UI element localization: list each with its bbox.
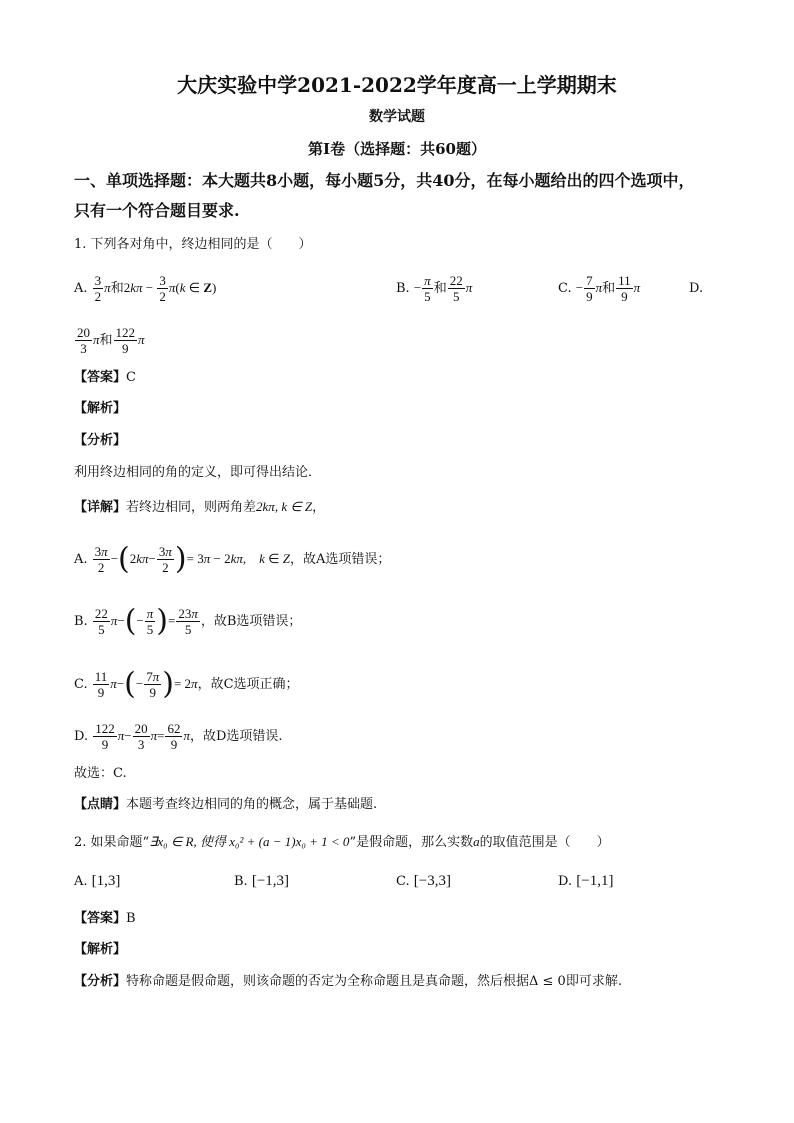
document-subtitle: 数学试题: [369, 109, 425, 125]
step-c-label: C.: [74, 677, 88, 692]
fraction: $\frac{7\pi}{9}$: [146, 669, 160, 700]
fraction: $\frac{11}{9}$: [94, 669, 108, 700]
option-label: A.: [74, 874, 88, 889]
and-text: 和: [433, 281, 447, 296]
fraction: $\frac{23\pi}{5}$: [178, 606, 198, 637]
q2-stem-pre: 2. 如果命题“: [74, 835, 150, 850]
option-value: [−1,1]: [576, 873, 614, 889]
option-d-label: D.: [689, 281, 704, 296]
step-a-label: A.: [74, 552, 88, 567]
fraction: $\frac{3\pi}{2}$: [158, 544, 172, 575]
option-label: B.: [234, 874, 248, 889]
fraction: $\frac{22}{5}$: [449, 273, 463, 304]
analysis-text: 特称命题是假命题，则该命题的否定为全称命题且是真命题，然后根据Δ ≤ 0即可求解.: [126, 974, 622, 989]
fraction: $\frac{11}{9}$: [618, 273, 631, 304]
q2-answer: [74, 910, 136, 928]
option-value: [−1,3]: [251, 873, 290, 889]
q2-option-b: [234, 872, 289, 891]
option-c-label: C.: [558, 281, 572, 296]
step-b-label: B.: [74, 614, 88, 629]
q1-detail: 【详解】若终边相同，则两角差2kπ, k ∈ Z，: [74, 499, 326, 515]
comment-text: 本题考查终边相同的角的概念，属于基础题.: [126, 797, 378, 812]
q1-analysis-text: 利用终边相同的角的定义，即可得出结论．: [74, 465, 322, 480]
q2-stem-end: 的取值范围是（ ）: [479, 835, 610, 850]
q2-stem-post: ”是假命题，那么实数: [349, 835, 474, 850]
comment-tag: 【点睛】: [74, 797, 127, 812]
q1-analysis2-tag: 【分析】: [74, 433, 127, 448]
option-value: [1,3]: [91, 873, 121, 889]
option-a-label: A.: [74, 281, 88, 296]
option-b-label: B.: [396, 281, 410, 296]
q2-stem-expr: ∃x₀ ∈ R, 使得 x₀² + (a − 1)x₀ + 1 < 0: [149, 834, 350, 849]
step-b-tail: ，故B选项错误；: [200, 614, 302, 629]
fraction: $\frac{\pi}{5}$: [424, 273, 431, 304]
question-1-stem: 1. 下列各对角中，终边相同的是（ ）: [74, 237, 312, 252]
detail-text: 若终边相同，则两角差: [126, 500, 257, 515]
fraction: $\frac{62}{9}$: [167, 721, 181, 752]
option-label: D.: [558, 874, 573, 889]
q1-option-d: $\frac{20}{3}$ π和 $\frac{122}{9}$ π: [77, 325, 145, 356]
q1-option-a: A. $\frac{3}{2}$ π和2kπ − $\frac{3}{2}$ π(k ∈ Z): [74, 273, 217, 304]
fraction: $\frac{22}{5}$: [94, 606, 108, 637]
fraction: $\frac{20}{3}$: [77, 325, 90, 356]
answer-tag: 【答案】: [74, 370, 127, 385]
q2-option-d: [558, 872, 613, 891]
fraction: $\frac{122}{9}$: [115, 325, 136, 356]
q2-analysis: [74, 973, 622, 991]
q1-answer: [74, 369, 136, 387]
answer-value: B: [126, 911, 136, 926]
fraction: $\frac{\pi}{5}$: [146, 606, 154, 637]
question-2-stem: [74, 833, 610, 852]
step-a-tail: ，故A选项错误；: [289, 552, 391, 567]
fraction: $\frac{3}{2}$: [94, 273, 102, 304]
fraction: $\frac{122}{9}$: [95, 721, 115, 752]
and-text: 和: [99, 333, 113, 348]
volume-heading: 第I卷（选择题：共60题）: [308, 140, 486, 158]
step-d-label: D.: [74, 729, 89, 744]
q1-step-b: B. $\frac{22}{5}$ π−(− $\frac{\pi}{5}$ )= $\frac{23\pi}{5}$ ，故B选项错误；: [74, 603, 302, 639]
q1-option-b: B. − $\frac{\pi}{5}$ 和 $\frac{22}{5}$ π: [396, 273, 473, 304]
and-text: 和: [602, 281, 616, 296]
answer-tag: 【答案】: [74, 911, 127, 926]
q2-option-a: [74, 872, 120, 891]
step-d-tail: ，故D选项错误.: [189, 729, 283, 744]
q1-step-d: D. $\frac{122}{9}$ π− $\frac{20}{3}$ π= $\frac{62}{9}$ π，故D选项错误.: [74, 721, 283, 752]
section-heading-line1: 一、单项选择题：本大题共8小题，每小题5分，共40分，在每小题给出的四个选项中，: [74, 171, 695, 190]
q1-comment: [74, 796, 377, 814]
analysis2-tag: 【分析】: [74, 974, 127, 989]
q1-option-c: C. − $\frac{7}{9}$ π和 $\frac{11}{9}$ π: [558, 273, 641, 304]
detail-tag: 【详解】: [74, 500, 127, 515]
answer-value: C: [126, 370, 136, 385]
q1-step-a: A. $\frac{3\pi}{2}$ −(2kπ− $\frac{3\pi}{2}$ )= 3π − 2kπ, k ∈ Z，故A选项错误；: [74, 541, 391, 577]
q2-option-c: [396, 872, 451, 891]
q1-step-c: C. $\frac{11}{9}$ π−(− $\frac{7\pi}{9}$ )= 2π，故C选项正确；: [74, 666, 299, 702]
q1-choose: 故选：C.: [74, 766, 127, 781]
option-label: C.: [396, 874, 410, 889]
step-c-tail: ，故C选项正确；: [197, 677, 299, 692]
section-heading-line2: 只有一个符合题目要求.: [74, 201, 240, 220]
fraction: $\frac{3}{2}$: [159, 273, 166, 304]
fraction: $\frac{7}{9}$: [586, 273, 593, 304]
and-text: 和: [110, 281, 124, 296]
q2-stem-var: a: [473, 834, 480, 849]
q1-analysis-tag: 【解析】: [74, 401, 127, 416]
fraction: $\frac{20}{3}$: [134, 721, 148, 752]
document-title: 大庆实验中学2021-2022学年度高一上学期期末: [177, 73, 617, 97]
fraction: $\frac{3\pi}{2}$: [94, 544, 108, 575]
q2-analysis-tag: 【解析】: [74, 942, 127, 957]
option-value: [−3,3]: [413, 873, 451, 889]
detail-expr: 2kπ, k ∈ Z: [256, 499, 313, 514]
